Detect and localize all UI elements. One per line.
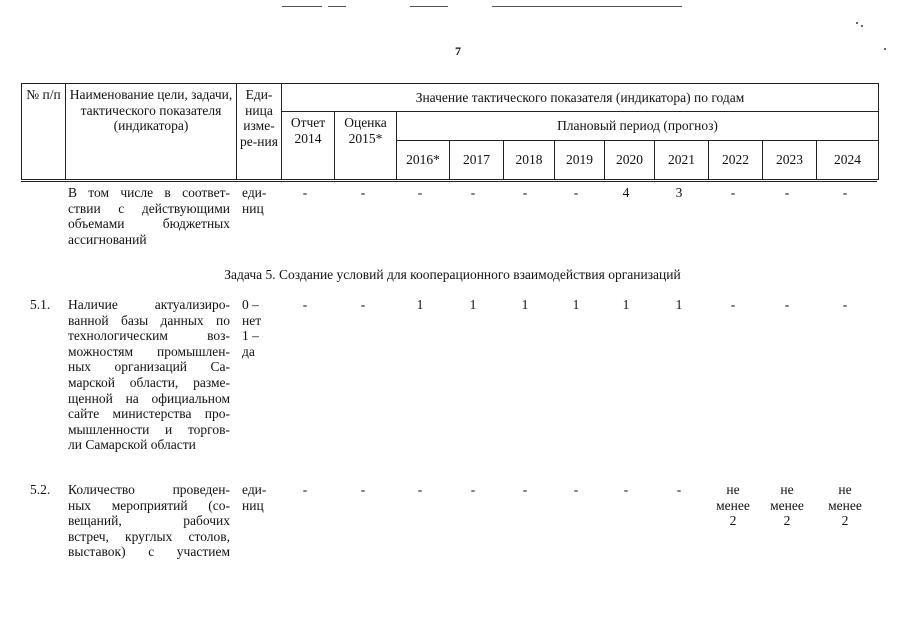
column-header-num: № п/п <box>22 84 66 180</box>
scan-line <box>282 6 322 7</box>
column-header-year: 2019 <box>555 141 605 180</box>
scan-line <box>328 6 346 7</box>
value-cell: не менее 2 <box>828 482 862 529</box>
task-heading: Задача 5. Создание условий для кооперационного взаимодействия организаций <box>224 267 681 282</box>
continuation-row-unit: еди- ниц <box>242 185 267 216</box>
value-cell: - <box>417 185 423 200</box>
value-cell: не менее 2 <box>716 482 750 529</box>
value-cell: 1 <box>521 297 529 312</box>
value-cell: 1 <box>469 297 477 312</box>
value-cell: 1 <box>416 297 424 312</box>
row-name: Количество проведен- ных мероприятий (со- вещаний, рабочих встреч, круглых столов, выставок) с участием <box>68 482 230 560</box>
value-cell: - <box>730 185 736 200</box>
row-unit: 0 – нет 1 – да <box>242 297 262 359</box>
continuation-row-name: В том числе в соответ- ствии с действующими объемами бюджетных ассигнований <box>68 185 230 247</box>
value-cell: - <box>623 482 629 497</box>
column-header-year: 2018 <box>504 141 555 180</box>
value-cell: - <box>676 482 682 497</box>
value-cell: - <box>417 482 423 497</box>
value-cell: 4 <box>622 185 630 200</box>
column-header-report: Отчет 2014 <box>282 112 335 180</box>
value-cell: - <box>784 297 790 312</box>
column-header-unit: Еди-ница изме-ре-ния <box>237 84 282 180</box>
value-cell: - <box>470 482 476 497</box>
value-cell: - <box>302 185 308 200</box>
value-cell: - <box>360 185 366 200</box>
value-cell: - <box>573 185 579 200</box>
column-header-year: 2023 <box>763 141 817 180</box>
row-name: Наличие актуализиро- ванной базы данных по технологическим воз- можностям промышлен- ных организаций Са- марской области, разме- щенной на официальном сайте министерства про- мышленности и торгов- ли Самарской области <box>68 297 230 453</box>
column-header-values-group: Значение тактического показателя (индикатора) по годам <box>282 84 879 112</box>
row-unit: еди- ниц <box>242 482 267 513</box>
column-header-estimate: Оценка 2015* <box>335 112 397 180</box>
value-cell: 3 <box>675 185 683 200</box>
value-cell: - <box>360 482 366 497</box>
scan-line <box>410 6 448 7</box>
value-cell: - <box>470 185 476 200</box>
value-cell: не менее 2 <box>770 482 804 529</box>
value-cell: 1 <box>622 297 630 312</box>
column-header-year: 2024 <box>817 141 879 180</box>
column-header-year: 2017 <box>450 141 504 180</box>
value-cell: - <box>360 297 366 312</box>
column-header-year: 2016* <box>397 141 450 180</box>
scan-speck <box>884 48 886 50</box>
value-cell: - <box>302 297 308 312</box>
scan-speck <box>861 25 863 27</box>
value-cell: - <box>522 185 528 200</box>
row-number: 5.1. <box>30 297 51 312</box>
header-bottom-rule <box>21 181 877 182</box>
column-header-year: 2021 <box>655 141 709 180</box>
value-cell: - <box>842 297 848 312</box>
value-cell: - <box>522 482 528 497</box>
value-cell: - <box>784 185 790 200</box>
value-cell: 1 <box>572 297 580 312</box>
row-number: 5.2. <box>30 482 51 497</box>
indicator-table-header <box>21 83 879 180</box>
value-cell: - <box>842 185 848 200</box>
column-header-year: 2022 <box>709 141 763 180</box>
value-cell: - <box>302 482 308 497</box>
value-cell: - <box>730 297 736 312</box>
column-header-plan-group: Плановый период (прогноз) <box>397 112 879 141</box>
value-cell: - <box>573 482 579 497</box>
scan-speck <box>856 22 858 24</box>
value-cell: 1 <box>675 297 683 312</box>
column-header-year: 2020 <box>605 141 655 180</box>
scan-line <box>492 6 682 7</box>
page-number: 7 <box>455 44 461 58</box>
column-header-name: Наименование цели, задачи, тактического показателя (индикатора) <box>66 84 237 180</box>
